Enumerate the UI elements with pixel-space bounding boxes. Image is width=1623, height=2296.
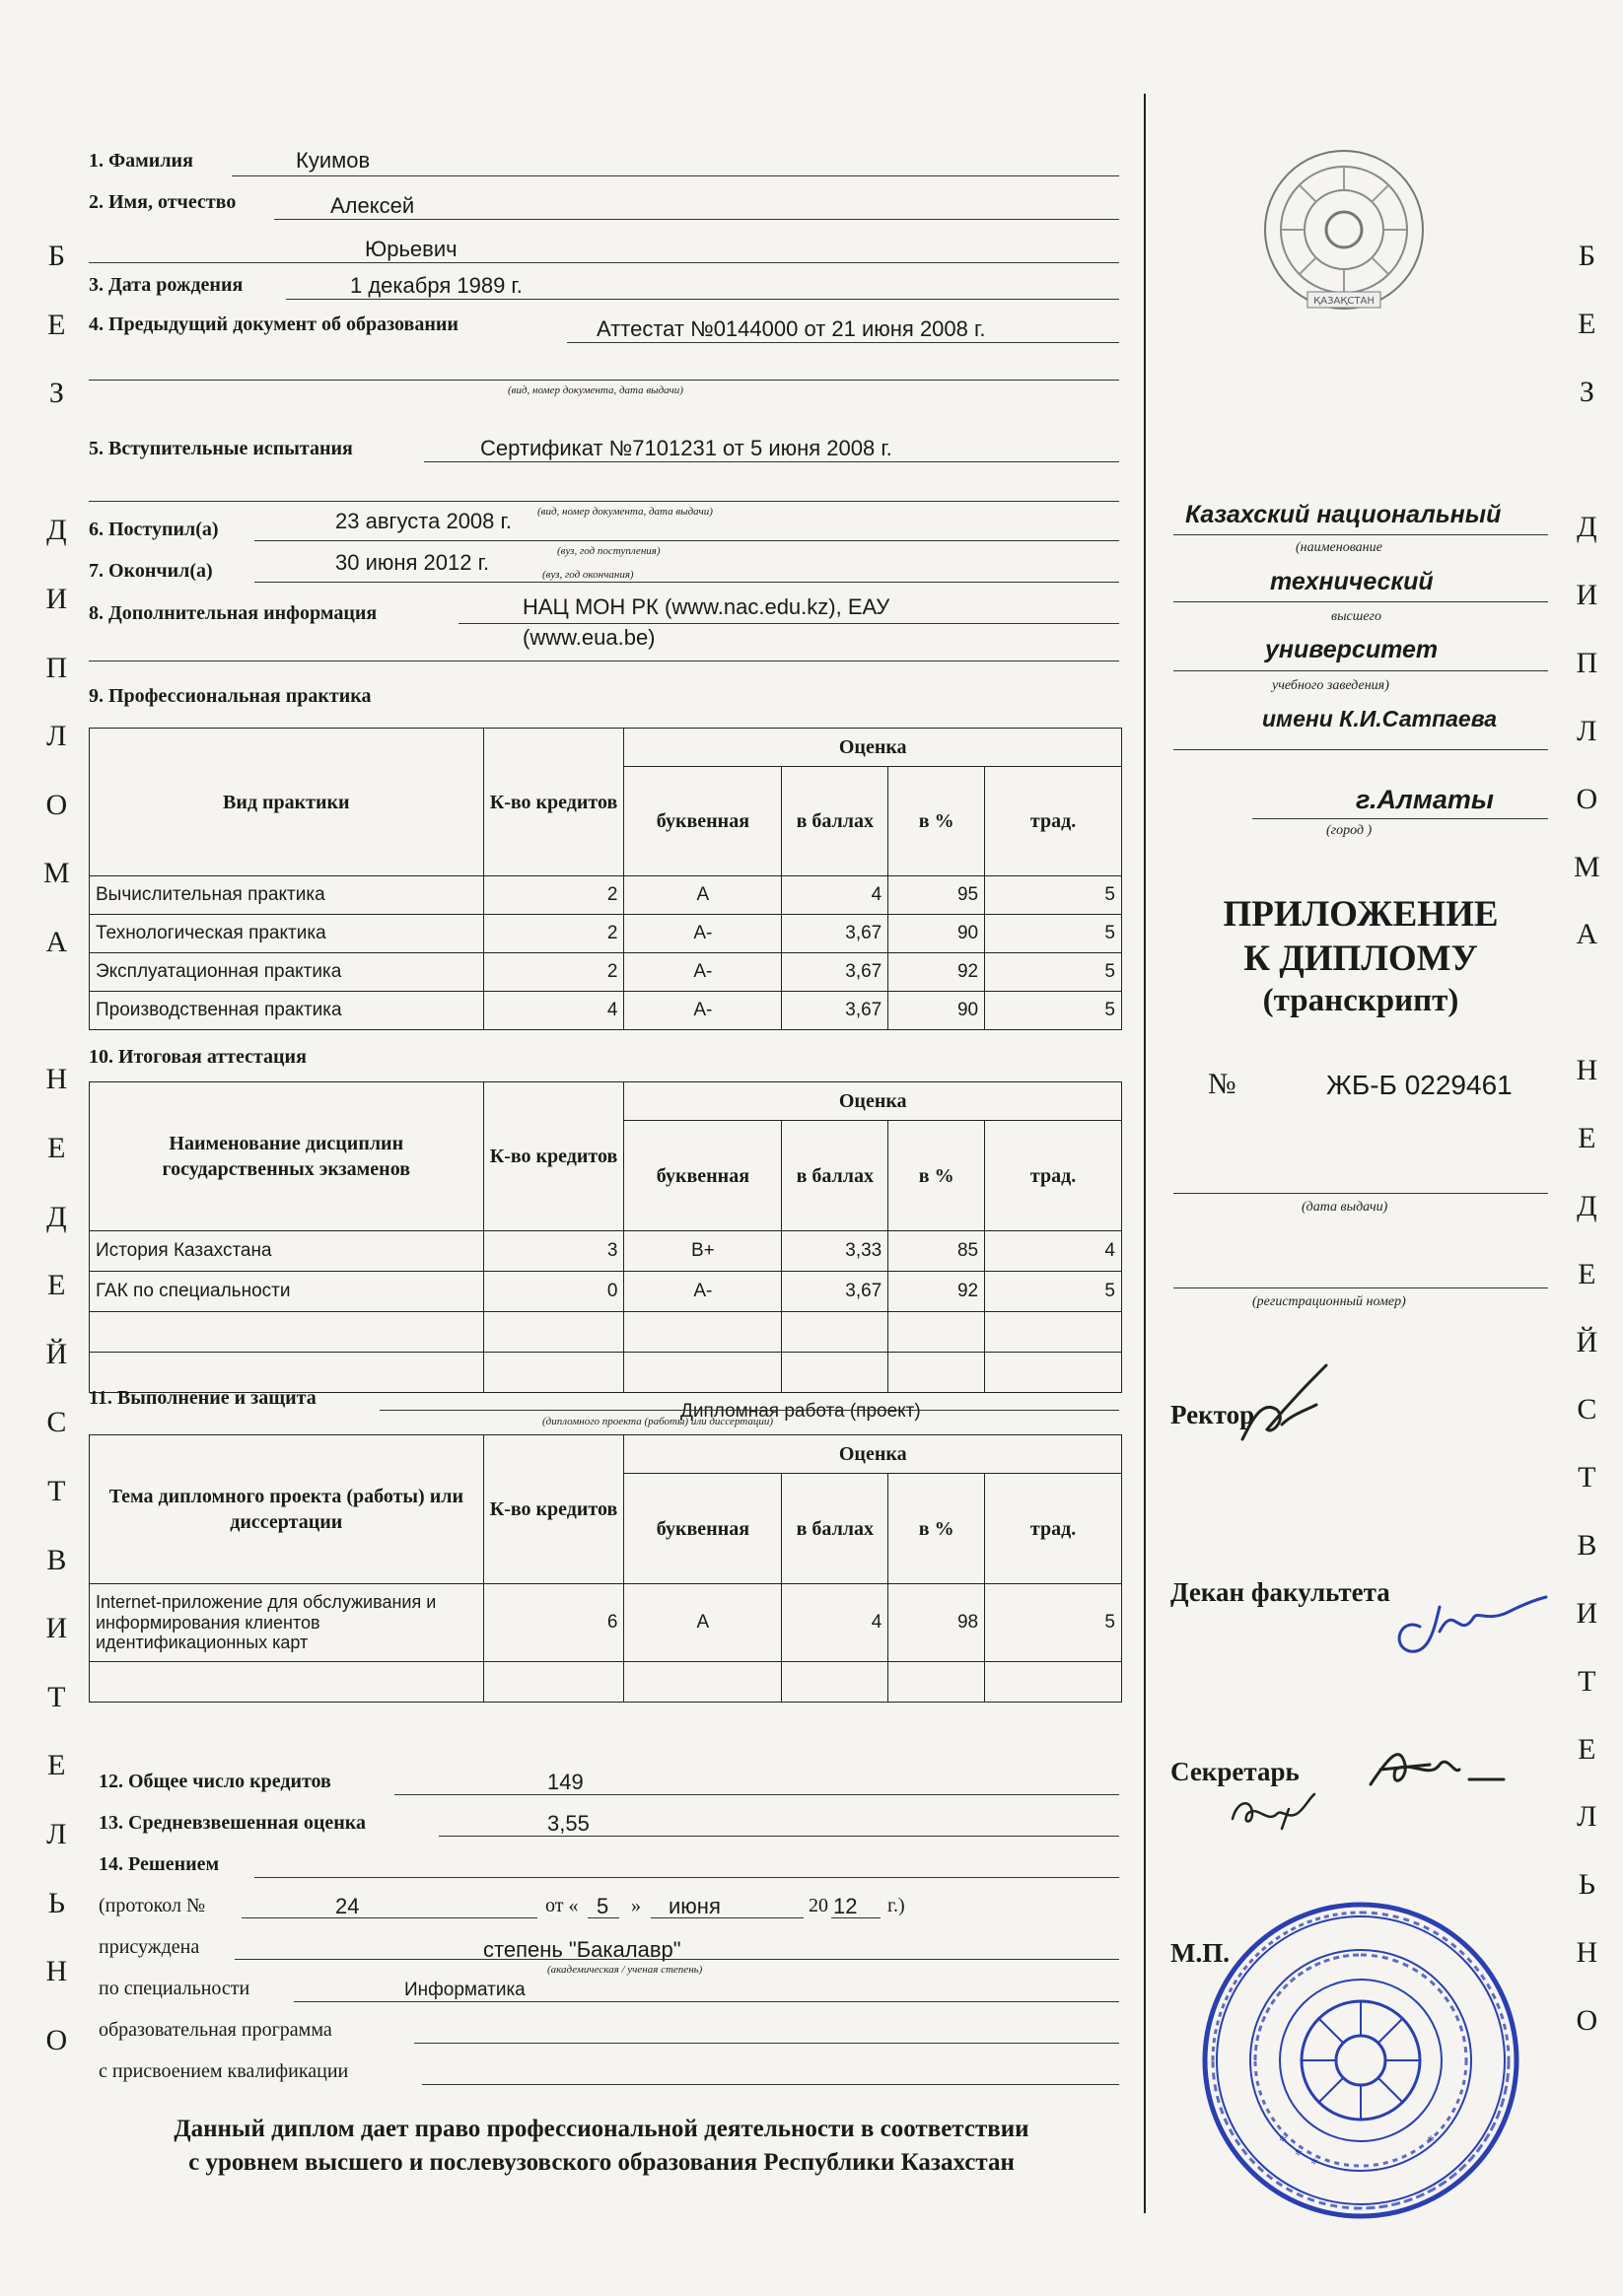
practice-title: 9. Профессиональная практика [89,685,372,707]
vertical-letter: В [1577,1529,1597,1563]
table-row [90,1272,1122,1312]
day-close: » [631,1895,641,1916]
cell-points: 3,67 [782,992,888,1030]
vertical-letter: Ь [1578,1868,1595,1902]
cell-credits: 4 [483,992,624,1030]
specialty-value: Информатика [404,1980,526,2000]
vertical-letter: А [1576,918,1598,951]
vertical-letter: М [43,857,70,890]
patronymic-value: Юрьевич [365,237,458,261]
entrance-value: Сертификат №7101231 от 5 июня 2008 г. [480,436,892,460]
vertical-letter: Т [1578,1664,1596,1698]
thesis-header-percent: в % [888,1474,985,1584]
name-value: Алексей [330,193,415,218]
cell-letter: A- [624,915,782,953]
thesis-value: Дипломная работа (проект) [680,1401,921,1422]
practice-header-letter: буквенная [624,767,782,876]
cell-points: 3,33 [782,1231,888,1272]
cell-trad: 5 [985,1584,1122,1662]
surname-label: 1. Фамилия [89,150,193,172]
vertical-letter [53,997,61,1026]
name-label: 2. Имя, отчество [89,191,237,213]
vertical-letter: С [46,1406,67,1439]
institution-line-2: технический [1270,568,1434,595]
vertical-letter: Ь [47,1886,65,1919]
practice-header-credits: К-во кредитов [483,729,624,876]
vertical-letter: Т [1578,1461,1596,1495]
graduated-caption: (вуз, год окончания) [542,569,634,581]
vertical-letter: Е [47,308,66,341]
cell-name: Internet-приложение для обслуживания и информирования клиентов идентификационных карт [90,1584,484,1662]
footer-line-1: Данный диплом дает право профессиональной деятельности в соответствии [174,2116,1029,2142]
final-title: 10. Итоговая аттестация [89,1046,307,1068]
footer-text [59,2113,1144,2180]
cell-credits: 2 [483,915,624,953]
vertical-letter: О [1576,782,1598,815]
enrolled-label: 6. Поступил(а) [89,519,219,540]
table-row [90,992,1122,1030]
extra-value-1: НАЦ МОН РК (www.nac.edu.kz), ЕАУ [523,594,890,619]
cell-letter: A [624,1584,782,1662]
cell-points: 3,67 [782,1272,888,1312]
gpa-value: 3,55 [547,1811,590,1836]
year-value: 12 [833,1894,858,1918]
cell-name: Технологическая практика [90,915,484,953]
cell-trad: 5 [985,915,1122,953]
state-emblem-icon [1260,146,1428,318]
cell-name: Вычислительная практика [90,876,484,915]
final-header-trad: трад. [985,1121,1122,1231]
institution-line-3: университет [1265,636,1439,663]
thesis-header-credits: К-во кредитов [483,1435,624,1584]
vertical-letter: М [1574,850,1600,883]
svg-text:*: * [1295,2147,1303,2164]
title-line-3: (транскрипт) [1262,983,1459,1019]
cell-trad: 5 [985,992,1122,1030]
cell-points: 4 [782,1584,888,1662]
table-row [90,876,1122,915]
vertical-letter: Е [1578,1121,1596,1154]
graduated-label: 7. Окончил(а) [89,560,213,582]
practice-header-percent: в % [888,767,985,876]
prev-doc-label: 4. Предыдущий документ об образовании [89,313,459,335]
specialty-label: по специальности [99,1978,250,1999]
extra-value-2: (www.eua.be) [523,625,656,650]
thesis-table [89,1434,1122,1703]
final-table [89,1081,1122,1393]
cell-percent: 90 [888,992,985,1030]
cell-percent: 92 [888,1272,985,1312]
footer-line-2: с уровнем высшего и послевузовского образования Республики Казахстан [188,2148,1015,2176]
credits-label: 12. Общее число кредитов [99,1771,331,1792]
day-value: 5 [597,1894,609,1918]
vertical-letter: Е [47,1749,66,1782]
gpa-label: 13. Средневзвешенная оценка [99,1812,366,1834]
vertical-letter: И [1576,1596,1598,1630]
secretary-label: Секретарь [1170,1757,1300,1786]
title-line-2: К ДИПЛОМУ [1243,939,1478,980]
thesis-header-grade: Оценка [624,1435,1122,1474]
secretary-signature-icon [1361,1735,1509,1804]
vertical-letter: Л [1577,714,1597,747]
dob-label: 3. Дата рождения [89,274,244,296]
qualification-label: с присвоением квалификации [99,2060,349,2082]
vertical-letter: Е [1578,1257,1596,1290]
cell-trad: 5 [985,1272,1122,1312]
vertical-letter: Л [1577,1800,1597,1834]
entrance-caption: (вид, номер документа, дата выдачи) [537,506,713,518]
table-row [90,1231,1122,1272]
vertical-letter: Д [46,514,67,547]
cell-credits: 0 [483,1272,624,1312]
cell-credits: 6 [483,1584,624,1662]
vertical-letter: Л [46,1818,67,1851]
final-header-grade: Оценка [624,1082,1122,1121]
svg-text:*: * [1279,2133,1287,2150]
vertical-letter: И [45,1612,68,1645]
practice-header-grade: Оценка [624,729,1122,767]
vertical-letter: О [45,2023,68,2056]
vertical-letter: Е [47,1269,66,1302]
dean-label: Декан факультета [1170,1577,1390,1607]
thesis-header-points: в баллах [782,1474,888,1584]
vertical-letter: Н [45,1955,68,1988]
cell-name: Производственная практика [90,992,484,1030]
cell-letter: A- [624,992,782,1030]
enrolled-value: 23 августа 2008 г. [335,509,512,533]
number-value: ЖБ-Б 0229461 [1326,1070,1513,1100]
practice-table [89,728,1122,1030]
thesis-title: 11. Выполнение и защита [89,1387,317,1409]
vertical-letter: З [1579,375,1594,408]
cell-points: 4 [782,876,888,915]
cell-credits: 3 [483,1231,624,1272]
vertical-letter: З [48,377,64,410]
cell-letter: A- [624,953,782,992]
vertical-letter: Е [1578,307,1596,340]
cell-name: Эксплуатационная практика [90,953,484,992]
city-caption: (город ) [1326,823,1373,838]
prev-doc-caption: (вид, номер документа, дата выдачи) [508,384,683,396]
vertical-letter: И [1576,579,1598,612]
stamp-place-label: М.П. [1170,1938,1230,1968]
extra-label: 8. Дополнительная информация [89,602,378,624]
final-header-kind: Наименование дисциплин государственных экзаменов [90,1082,484,1231]
cell-trad: 5 [985,953,1122,992]
institution-line-1: Казахский национальный [1185,501,1502,528]
cell-credits: 2 [483,953,624,992]
enrolled-caption: (вуз, год поступления) [557,545,661,557]
vertical-letter: Д [1577,1189,1597,1222]
cell-name: История Казахстана [90,1231,484,1272]
university-stamp-icon [1198,1898,1523,2223]
right-vertical-text [1574,242,1600,2036]
institution-caption-2: высшего [1331,609,1382,624]
awarded-label: присуждена [99,1936,200,1958]
awarded-value: степень "Бакалавр" [483,1937,681,1962]
vertical-letter: Н [1576,1936,1598,1970]
institution-line-4: имени К.И.Сатпаева [1262,706,1498,731]
graduated-value: 30 июня 2012 г. [335,550,490,575]
cell-trad: 4 [985,1231,1122,1272]
vertical-letter: П [45,651,68,684]
credits-value: 149 [547,1770,584,1794]
final-header-credits: К-во кредитов [483,1082,624,1231]
svg-text:*: * [1310,2156,1318,2173]
table-row [90,1584,1122,1662]
vertical-letter: Т [47,1680,66,1713]
vertical-letter: Й [45,1337,68,1370]
left-vertical-text [43,242,70,2055]
cell-points: 3,67 [782,915,888,953]
year-suffix: г.) [887,1895,905,1916]
city-value: г.Алматы [1356,785,1494,814]
rector-signature-icon [1233,1360,1341,1449]
vertical-letter: Б [47,240,65,272]
vertical-letter: Д [1577,511,1597,544]
from-label: от « [545,1895,579,1916]
vertical-letter: Д [46,1200,67,1233]
vertical-letter: С [1577,1393,1597,1426]
year-prefix: 20 [809,1895,828,1916]
protocol-label: (протокол № [99,1895,206,1916]
awarded-caption: (академическая / ученая степень) [547,1964,703,1976]
title-line-1: ПРИЛОЖЕНИЕ [1223,894,1499,935]
practice-header-kind: Вид практики [90,729,484,876]
vertical-letter: Н [45,1063,68,1096]
vertical-letter: Е [47,1131,66,1164]
vertical-letter: О [1576,2003,1598,2037]
vertical-letter: Е [1578,1732,1596,1766]
practice-header-trad: трад. [985,767,1122,876]
final-header-letter: буквенная [624,1121,782,1231]
cell-percent: 85 [888,1231,985,1272]
vertical-letter: В [46,1543,67,1576]
prev-doc-value: Аттестат №0144000 от 21 июня 2008 г. [597,316,986,341]
cell-percent: 95 [888,876,985,915]
vertical-letter: Б [1578,240,1595,272]
vertical-letter: Й [1576,1325,1598,1358]
protocol-value: 24 [335,1894,360,1918]
thesis-caption: (дипломного проекта (работы) или диссертации) [542,1416,774,1427]
vertical-letter [53,448,61,477]
rector-label: Ректор [1170,1400,1255,1429]
program-label: образовательная программа [99,2019,332,2041]
cell-name: ГАК по специальности [90,1272,484,1312]
table-row [90,953,1122,992]
svg-text:*: * [1427,2133,1435,2150]
final-header-percent: в % [888,1121,985,1231]
cell-letter: B+ [624,1231,782,1272]
cell-letter: A [624,876,782,915]
surname-value: Куимов [296,148,371,173]
cell-credits: 2 [483,876,624,915]
thesis-header-letter: буквенная [624,1474,782,1584]
dob-value: 1 декабря 1989 г. [350,273,523,298]
entrance-label: 5. Вступительные испытания [89,438,353,459]
cell-percent: 90 [888,915,985,953]
registration-caption: (регистрационный номер) [1252,1294,1406,1309]
thesis-header-trad: трад. [985,1474,1122,1584]
final-header-points: в баллах [782,1121,888,1231]
column-divider [1144,94,1146,2213]
vertical-letter [1584,988,1591,1017]
vertical-letter: П [1576,647,1598,680]
institution-caption-3: учебного заведения) [1272,678,1389,693]
practice-header-points: в баллах [782,767,888,876]
vertical-letter: А [45,926,68,959]
cell-points: 3,67 [782,953,888,992]
cell-trad: 5 [985,876,1122,915]
emblem-text: ҚАЗАҚСТАН [1313,296,1375,307]
vertical-letter: Н [1576,1054,1598,1087]
thesis-header-kind: Тема дипломного проекта (работы) или диссертации [90,1435,484,1584]
issue-date-caption: (дата выдачи) [1302,1200,1388,1215]
document-title [1154,892,1568,1021]
month-value: июня [669,1894,721,1918]
cell-percent: 98 [888,1584,985,1662]
vertical-letter: Т [47,1474,66,1507]
dean-signature-icon [1380,1587,1548,1666]
vertical-letter: И [45,583,68,616]
vertical-letter: О [45,788,68,821]
secondary-signature-icon [1228,1789,1316,1834]
number-label: № [1208,1068,1236,1100]
vertical-letter [1584,446,1591,475]
decision-label: 14. Решением [99,1853,220,1875]
cell-percent: 92 [888,953,985,992]
table-row [90,915,1122,953]
cell-letter: A- [624,1272,782,1312]
vertical-letter: Л [46,720,67,753]
institution-caption-1: (наименование [1296,540,1382,555]
